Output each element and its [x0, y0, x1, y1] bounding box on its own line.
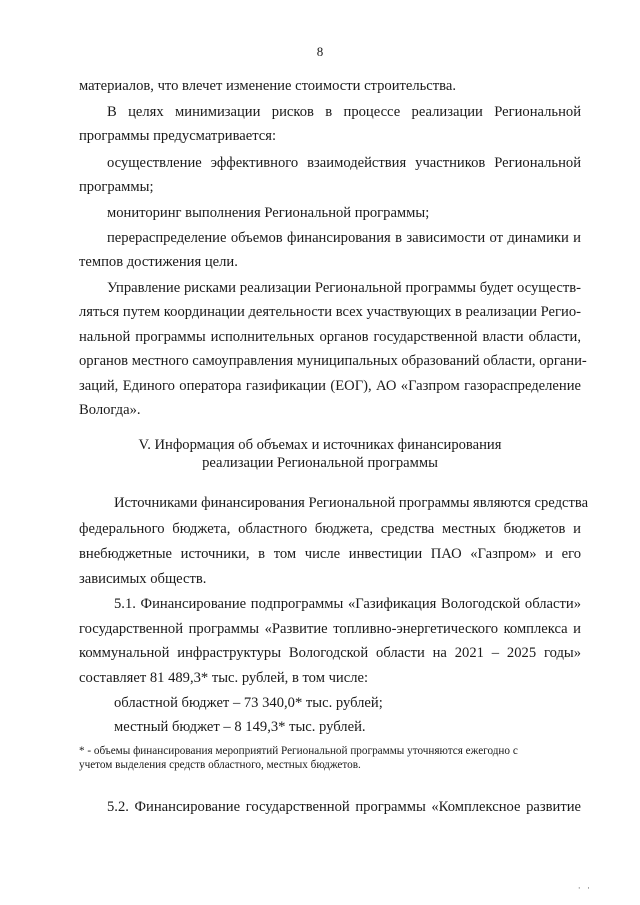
text-line: 5.1. Финансирование подпрограммы «Газификация Вологодской области»	[114, 596, 581, 612]
text-line: программы предусматривается:	[79, 128, 277, 144]
section-heading-line1: V. Информация об объемах и источниках финансирования	[138, 437, 502, 453]
text-line: коммунальной инфраструктуры Вологодской области на 2021 – 2025 годы»	[79, 645, 581, 661]
text-line: Источниками финансирования Региональной программы являются средства	[114, 495, 589, 511]
text-line: составляет 81 489,3* тыс. рублей, в том числе:	[79, 670, 369, 686]
text-line: осуществление эффективного взаимодействия участников Региональной	[107, 155, 581, 171]
text-line: мониторинг выполнения Региональной программы;	[107, 205, 430, 221]
text-line: материалов, что влечет изменение стоимости строительства.	[79, 78, 456, 94]
text-line: Вологда».	[79, 402, 141, 418]
text-line: федерального бюджета, областного бюджета, средства местных бюджетов и	[79, 521, 581, 537]
page-number: 8	[316, 44, 324, 59]
section-heading-line2: реализации Региональной программы	[202, 455, 438, 471]
text-line: программы;	[79, 179, 154, 195]
text-line: темпов достижения цели.	[79, 254, 238, 270]
text-line: внебюджетные источники, в том числе инвестиции ПАО «Газпром» и его	[79, 546, 581, 562]
footnote-line2: учетом выделения средств областного, местных бюджетов.	[79, 759, 361, 771]
text-line: местный бюджет – 8 149,3* тыс. рублей.	[114, 719, 366, 735]
scan-mark: · ·	[577, 883, 592, 893]
text-line: заций, Единого оператора газификации (ЕОГ), АО «Газпром газораспределение	[79, 378, 581, 394]
text-line: 5.2. Финансирование государственной программы «Комплексное развитие	[107, 799, 581, 815]
text-line: областной бюджет – 73 340,0* тыс. рублей;	[114, 695, 383, 711]
footnote-line1: * - объемы финансирования мероприятий Региональной программы уточняются ежегодно с	[79, 745, 518, 757]
text-line: Управление рисками реализации Региональной программы будет осуществ-	[107, 280, 581, 296]
text-line: зависимых обществ.	[79, 571, 207, 587]
text-line: нальной программы исполнительных органов государственной власти области,	[79, 329, 581, 345]
text-line: В целях минимизации рисков в процессе реализации Региональной	[107, 104, 581, 120]
text-line: органов местного самоуправления муниципальных образований области, органи-	[79, 353, 587, 369]
text-line: государственной программы «Развитие топливно-энергетического комплекса и	[79, 621, 581, 637]
text-line: перераспределение объемов финансирования в зависимости от динамики и	[107, 230, 581, 246]
text-line: ляться путем координации деятельности всех участвующих в реализации Регио-	[79, 304, 581, 320]
